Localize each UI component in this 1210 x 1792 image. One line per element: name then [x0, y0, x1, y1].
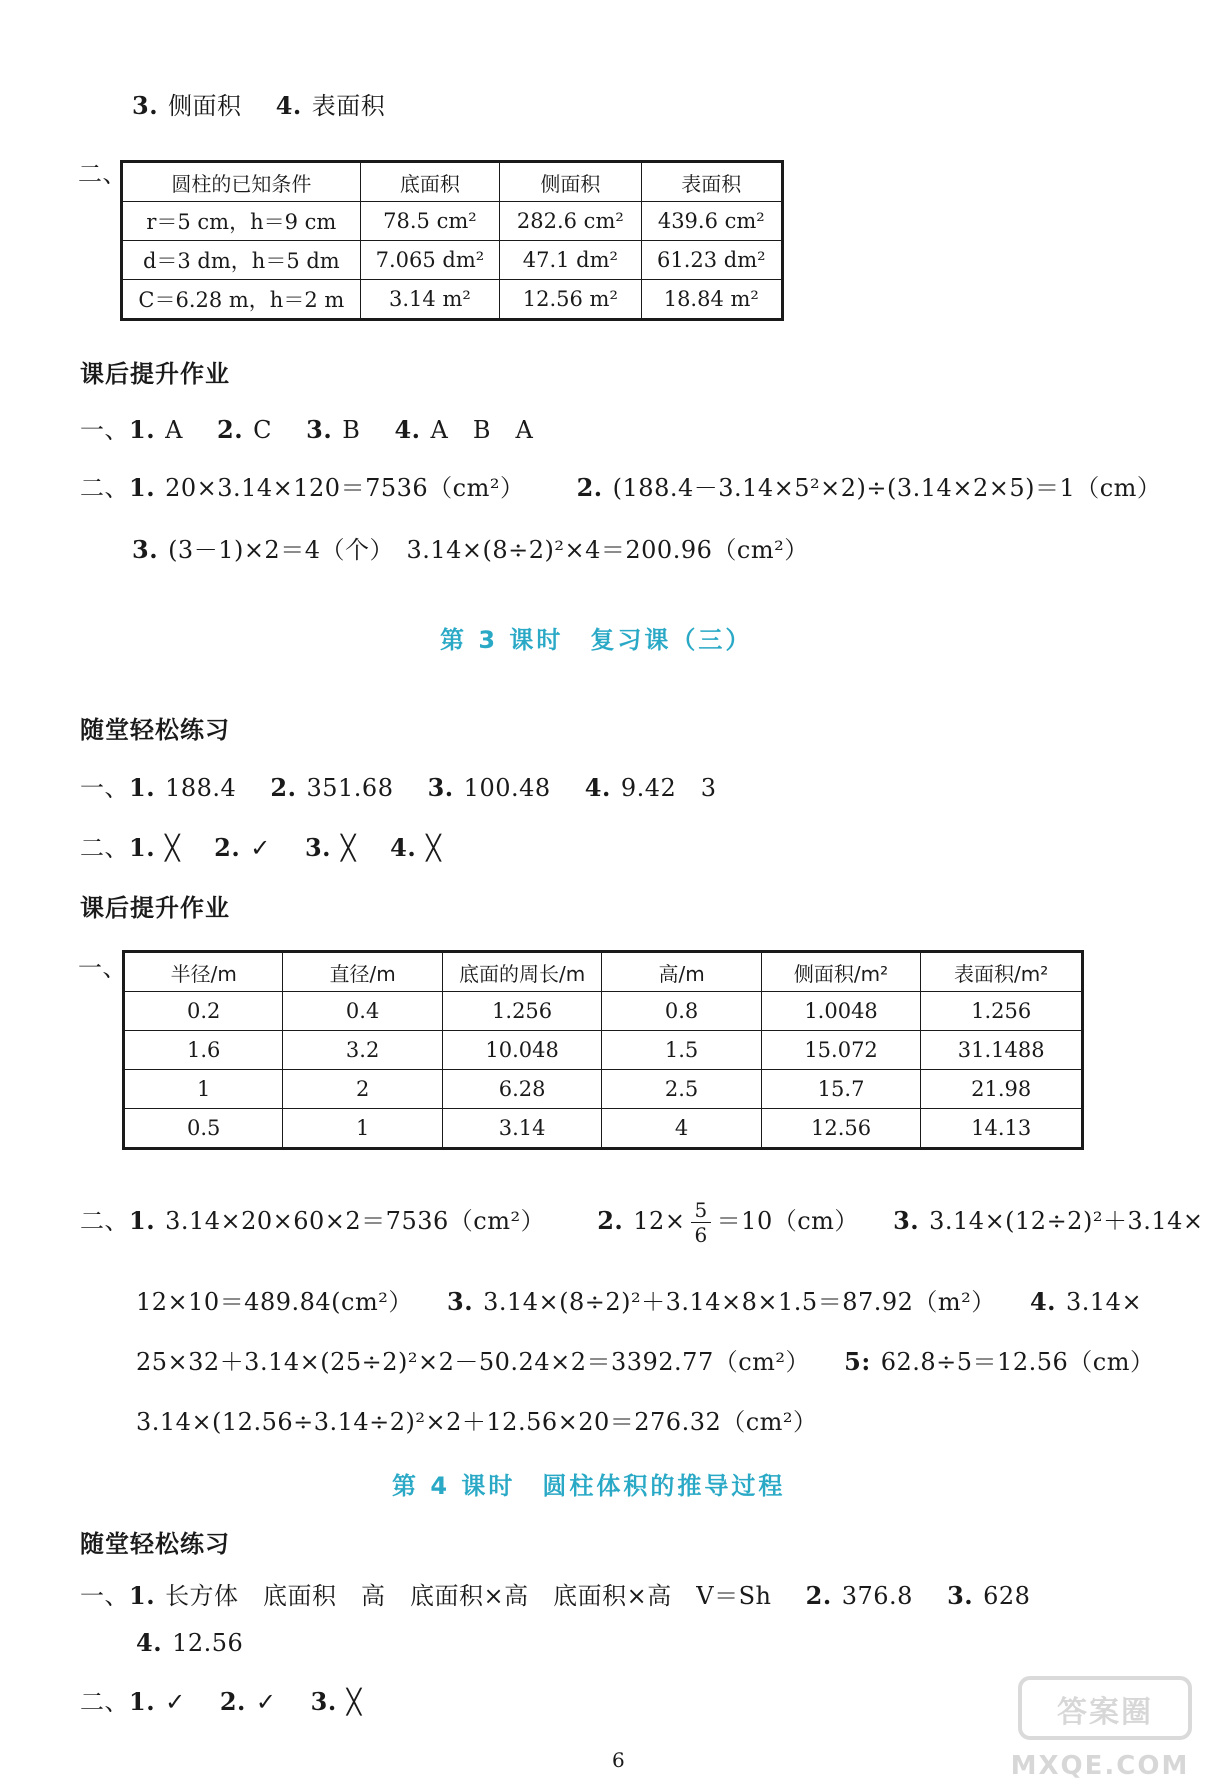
section-heading-homework-2: 课后提升作业	[80, 894, 230, 922]
table-cell: 10.048	[442, 1031, 602, 1070]
hw2-q2-line2: 12×10＝489.84(cm²） 3. 3.14×(8÷2)²＋3.14×8×1.5＝87.92（m²） 4. 3.14×	[136, 1287, 1143, 1316]
section-heading-class-practice: 随堂轻松练习	[80, 716, 230, 744]
table-cell: 2.5	[602, 1070, 761, 1109]
l4-q1-line2: 4. 12.56	[136, 1628, 244, 1657]
section-heading-class-practice-2: 随堂轻松练习	[80, 1530, 230, 1558]
watermark-brand: 答案圈	[1057, 1695, 1153, 1730]
section-heading-homework: 课后提升作业	[80, 360, 230, 388]
hw2-q2-line3: 25×32＋3.14×(25÷2)²×2－50.24×2＝3392.77（cm²） 5: 62.8÷5＝12.56（cm）	[136, 1347, 1155, 1376]
table-cell: 31.1488	[921, 1031, 1083, 1070]
watermark-logo	[1000, 1674, 1200, 1784]
table1-prefix: 二、	[78, 160, 127, 188]
table-cell: 1.256	[442, 992, 602, 1031]
table-header-cell: 表面积	[641, 162, 782, 202]
table-cell: 1	[124, 1070, 283, 1109]
hw1-q2-line1: 二、1. 20×3.14×120＝7536（cm²） 2. (188.4－3.14×5²×2)÷(3.14×2×5)＝1（cm）	[80, 473, 1162, 502]
table-cell: 12.56 m²	[500, 280, 641, 320]
table-cell: 6.28	[442, 1070, 602, 1109]
l3-q1-line: 一、1. 188.4 2. 351.68 3. 100.48 4. 9.42 3	[80, 773, 717, 802]
table-header-row	[122, 162, 783, 202]
table-header-cell: 侧面积/m²	[761, 952, 921, 992]
table-cell: 1.6	[124, 1031, 283, 1070]
cylinder-table	[120, 160, 784, 321]
table-cell: 7.065 dm²	[360, 241, 499, 280]
hw2-q2-line1: 二、1. 3.14×20×60×2＝7536（cm²） 2. 12× $\frac{5}{6}$ ＝10（cm） 3. 3.14×(12÷2)²＋3.14×	[80, 1198, 1204, 1247]
table-cell: 3.14	[442, 1109, 602, 1149]
table-cell: 18.84 m²	[641, 280, 782, 320]
hw2-q2-line4: 3.14×(12.56÷3.14÷2)²×2＋12.56×20＝276.32（cm²）	[136, 1408, 818, 1436]
l3-q2-line: 二、1. ╳ 2. ✓ 3. ╳ 4. ╳	[80, 833, 442, 862]
table-cell: 0.5	[124, 1109, 283, 1149]
l4-q2-line: 二、1. ✓ 2. ✓ 3. ╳	[80, 1687, 362, 1716]
table-row	[124, 1109, 1083, 1149]
page-number: 6	[612, 1748, 625, 1772]
watermark-text: MXQE.COM	[1010, 1751, 1190, 1781]
table2-prefix: 一、	[78, 954, 127, 982]
table-cell: 2	[283, 1070, 442, 1109]
table-cell: 3.2	[283, 1031, 442, 1070]
table-cell: r＝5 cm，h＝9 cm	[122, 202, 361, 241]
table-cell: d＝3 dm，h＝5 dm	[122, 241, 361, 280]
table-cell: 0.2	[124, 992, 283, 1031]
table-cell: 47.1 dm²	[500, 241, 641, 280]
table-header-cell: 底面的周长/m	[442, 952, 602, 992]
table-header-row	[124, 952, 1083, 992]
table-cell: 61.23 dm²	[641, 241, 782, 280]
table-header-cell: 侧面积	[500, 162, 641, 202]
hw1-q1-line: 一、1. A 2. C 3. B 4. A B A	[80, 415, 534, 444]
table-header-cell: 表面积/m²	[921, 952, 1083, 992]
table-row	[122, 202, 783, 241]
table-cell: 21.98	[921, 1070, 1083, 1109]
table-row	[124, 992, 1083, 1031]
table-cell: 15.072	[761, 1031, 921, 1070]
table-row	[124, 1070, 1083, 1109]
table-cell: 4	[602, 1109, 761, 1149]
table-row	[122, 241, 783, 280]
table-cell: 1.256	[921, 992, 1083, 1031]
table-row	[124, 1031, 1083, 1070]
table-cell: 282.6 cm²	[500, 202, 641, 241]
table-cell: 0.4	[283, 992, 442, 1031]
lesson-3-title: 第 3 课时 复习课（三）	[440, 626, 753, 654]
table-cell: 14.13	[921, 1109, 1083, 1149]
table-header-cell: 直径/m	[283, 952, 442, 992]
table-cell: 1.5	[602, 1031, 761, 1070]
table-cell: 15.7	[761, 1070, 921, 1109]
table-header-cell: 底面积	[360, 162, 499, 202]
table-cell: 0.8	[602, 992, 761, 1031]
table-row	[122, 280, 783, 320]
cylinder-table-2	[122, 950, 1084, 1150]
table-cell: 3.14 m²	[360, 280, 499, 320]
hw1-q2-line2: 3. (3－1)×2＝4（个） 3.14×(8÷2)²×4＝200.96（cm²）	[132, 535, 809, 564]
table-cell: 12.56	[761, 1109, 921, 1149]
table-header-cell: 圆柱的已知条件	[122, 162, 361, 202]
lesson-4-title: 第 4 课时 圆柱体积的推导过程	[392, 1472, 786, 1500]
table-cell: 1	[283, 1109, 442, 1149]
table-header-cell: 半径/m	[124, 952, 283, 992]
top-answer-line: 3. 侧面积 4. 表面积	[132, 91, 386, 120]
table-cell: 439.6 cm²	[641, 202, 782, 241]
l4-q1-line1: 一、1. 长方体 底面积 高 底面积×高 底面积×高 V＝Sh 2. 376.8 3. 628	[80, 1581, 1031, 1610]
table-cell: 1.0048	[761, 992, 921, 1031]
fraction: $\frac{5}{6}$	[691, 1198, 710, 1247]
table-header-cell: 高/m	[602, 952, 761, 992]
table-cell: 78.5 cm²	[360, 202, 499, 241]
table-cell: C＝6.28 m，h＝2 m	[122, 280, 361, 320]
